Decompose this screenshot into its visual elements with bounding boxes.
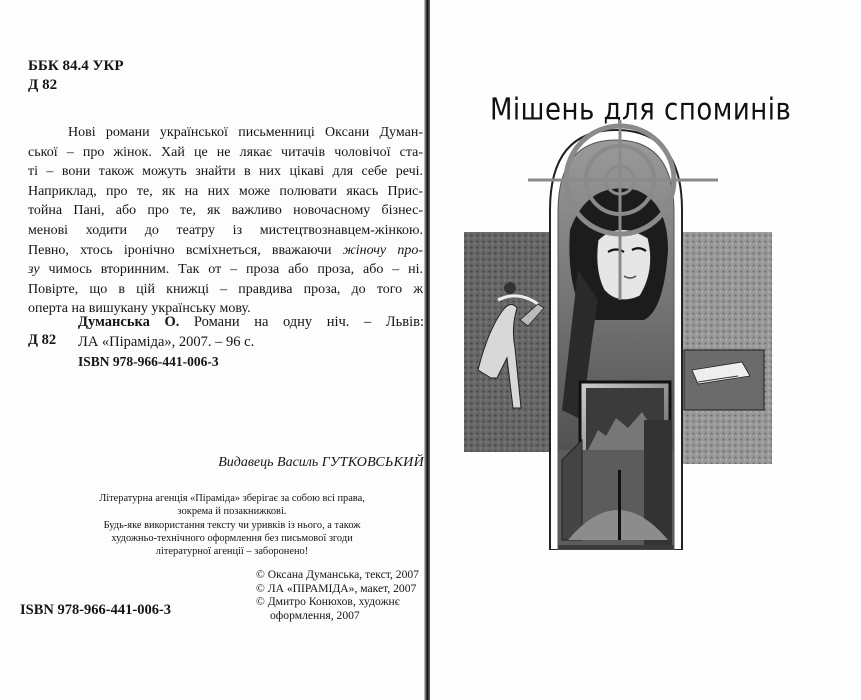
catalog-author: Думанська О. [78,314,180,330]
annotation-line: тойна Пані, або про те, як важливо новочасному бізнес- [28,203,423,219]
annotation-italic: жіночу про- [342,242,423,258]
publisher-name: ГУТКОВСЬКИЙ [321,455,424,470]
author-mark: Д 82 [28,77,58,93]
rights-line: літературної агенції – заборонено! [155,546,309,558]
annotation-line: Нові романи української письменниці Оксани Думан- [68,125,423,140]
annotation-line: ті – вони також можуть знайти в них цікаві для себе речі. [28,164,423,180]
annotation-line: Наприклад, про те, як на них може полювати якась Прис- [28,183,423,199]
copyright-line: оформлення, 2007 [270,608,360,622]
rights-line: Будь-яке використання тексту чи уривків із нього, а також [103,519,361,531]
annotation-line-with-italic [28,260,423,280]
bbk-classification [28,57,124,95]
annotation-line: ської – про жінок. Хай це не лякає читачів чоловічої ста- [28,144,423,160]
right-stone-panel [676,232,772,464]
copyright-block [256,568,419,622]
catalog-code: Д 82 [28,332,57,348]
piano-scene [684,350,764,410]
annotation-line: Повірте, що в цій книжці – правдива проза, до того ж [28,281,423,297]
annotation-text: чимось вторинним. Так от – проза або проза, або – ні. [39,262,423,278]
annotation [28,123,423,319]
publisher-line [150,455,424,471]
annotation-line: менові ходити до театру із мистецтвознавцем-жінкою. [28,222,423,238]
catalog-title: Романи на одну ніч. – Львів: [179,314,425,330]
catalog-line [78,313,424,333]
isbn: ISBN 978-966-441-006-3 [20,602,172,618]
book-title: Мішень для споминів [490,93,792,128]
annotation-italic: зу [28,262,40,278]
annotation-line: оперта на вишукану українську мову. [28,301,251,317]
annotation-text: Певно, хтось іронічно всміхнеться, вважаючи [28,242,343,258]
cover-illustration [458,120,778,550]
copyright-line: © Дмитро Конюхов, художнє [256,595,400,609]
bbk-code: ББК 84.4 УКР [28,58,124,74]
catalog-imprint: ЛА «Піраміда», 2007. – 96 с. [78,333,255,350]
rights-line: Літературна агенція «Піраміда» зберігає за собою всі права, [99,493,365,504]
catalog-isbn: ISBN 978-966-441-006-3 [78,354,219,369]
copyright-line: © ЛА «ПІРАМІДА», макет, 2007 [256,581,417,595]
rights-notice [72,492,392,558]
rights-line: художньо-технічного оформлення без письмової згоди [111,532,353,544]
annotation-line-with-italic [28,241,423,261]
catalog-body [78,313,424,372]
copyright-line: © Оксана Думанська, текст, 2007 [256,568,419,581]
rights-line: зокрема й позакнижкові. [177,506,287,518]
publisher-label: Видавець Василь [218,455,322,470]
left-page [0,0,424,700]
